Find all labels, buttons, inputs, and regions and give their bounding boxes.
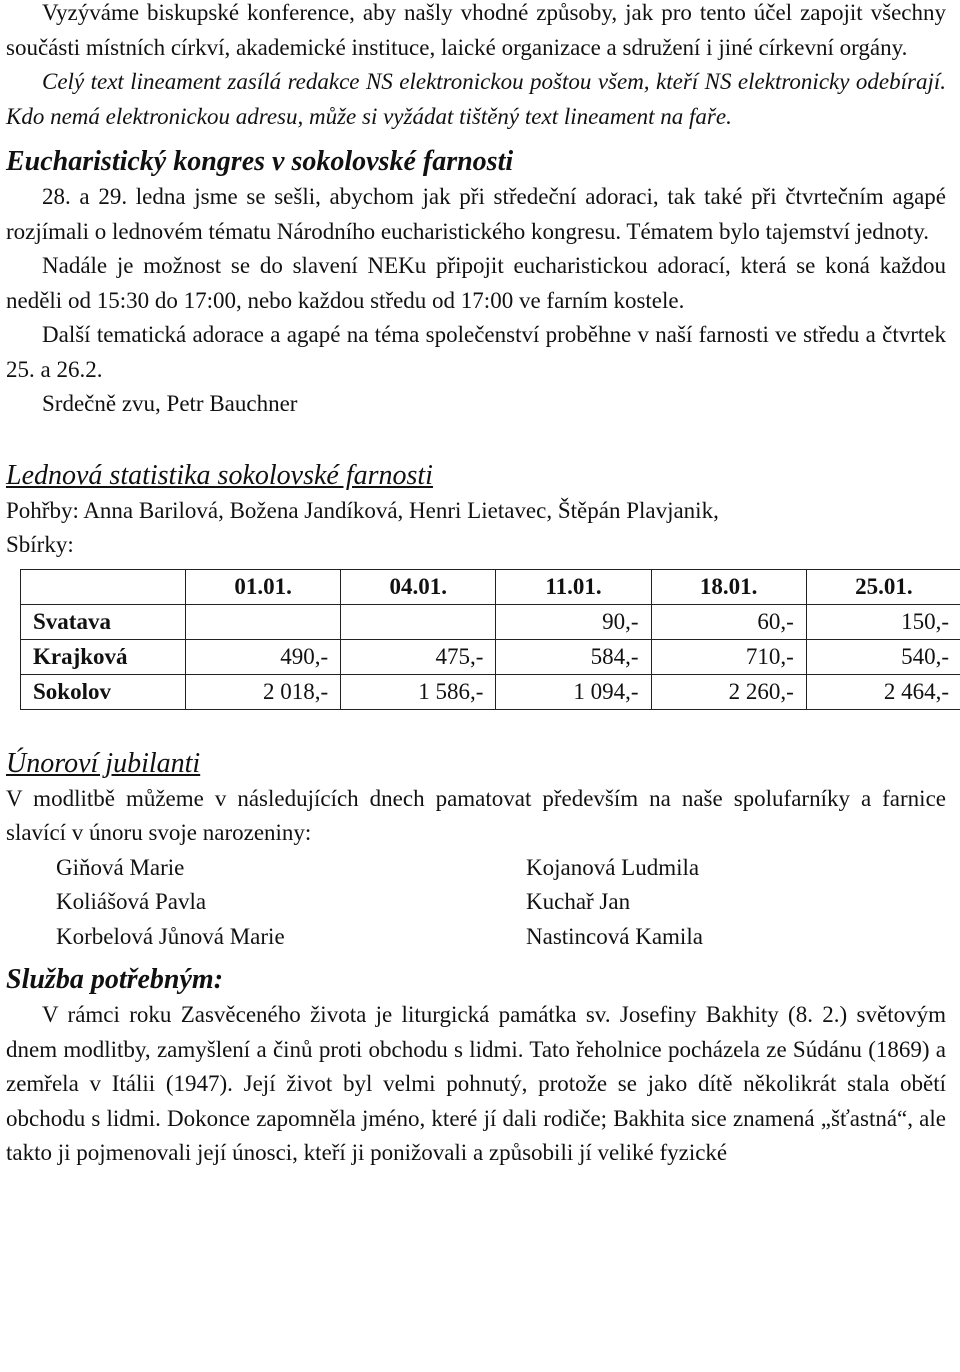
table-header-cell: 18.01. xyxy=(651,569,806,604)
table-cell: 490,- xyxy=(186,639,341,674)
table-cell: 60,- xyxy=(651,604,806,639)
table-cell: 90,- xyxy=(496,604,651,639)
table-cell: 2 260,- xyxy=(651,674,806,709)
table-header-cell: 25.01. xyxy=(806,569,960,604)
service-paragraph: V rámci roku Zasvěceného života je liturgická památka sv. Josefiny Bakhity (8. 2.) světovým dnem modlitby, zamyšlení a činů proti obchodu s lidmi. Tato řeholnice pocházela ze Súdánu (1869) a zemřela v Itálii (1947). Její život byl velmi pohnutý, protože se jako dítě několikrát stala obětí obchodu s lidmi. Dokonce zapomněla jméno, které jí dali rodiče; Bakhita sice znamená „šťastná“, ale takto ji pojmenovali její únosci, kteří ji ponižovali a způsobili jí veliké fyzické xyxy=(6,1002,946,1165)
collections-label: Sbírky: xyxy=(6,532,74,557)
lineament-note: Celý text lineament zasílá redakce NS elektronickou poštou všem, kteří NS elektronicky odebírají. Kdo nemá elektronickou adresu, může si vyžádat tištěný text lineament na faře. xyxy=(6,69,946,129)
table-row xyxy=(21,604,960,639)
table-cell: 1 586,- xyxy=(341,674,496,709)
list-item: Kojanová Ludmila xyxy=(526,854,700,880)
table-cell: 2 018,- xyxy=(186,674,341,709)
table-header-cell: 11.01. xyxy=(496,569,651,604)
jubilants-paragraph: V modlitbě můžeme v následujících dnech pamatovat především na naše spolufarníky a farnice slavící v únoru svoje narozeniny: xyxy=(6,785,946,845)
table-header-cell: 01.01. xyxy=(186,569,341,604)
list-item: Kuchař Jan xyxy=(526,889,631,914)
list-item: Giňová Marie xyxy=(56,854,185,880)
intro-paragraph: Vyzýváme biskupské konference, aby našly vhodné způsoby, jak pro tento účel zapojit všechny součásti místních církví, akademické instituce, laické organizace a sdružení i jiné církevní orgány. xyxy=(6,0,946,60)
list-item: Koliášová Pavla xyxy=(56,889,207,914)
table-cell: 710,- xyxy=(651,639,806,674)
table-row xyxy=(21,674,960,709)
table-cell xyxy=(186,604,341,639)
table-cell: 2 464,- xyxy=(806,674,960,709)
table-cell: 475,- xyxy=(341,639,496,674)
list-item: Nastincová Kamila xyxy=(526,923,703,949)
table-row xyxy=(21,639,960,674)
table-header-row xyxy=(21,569,960,604)
table-header-cell: 04.01. xyxy=(341,569,496,604)
table-header-cell xyxy=(21,569,186,604)
service-heading: Služba potřebným: xyxy=(6,964,224,995)
collections-table xyxy=(20,569,960,710)
congress-heading: Eucharistický kongres v sokolovské farnosti xyxy=(6,146,514,177)
jubilants-heading: Únoroví jubilanti xyxy=(6,747,201,779)
jubilants-list xyxy=(56,851,946,955)
congress-paragraph-1: 28. a 29. ledna jsme se sešli, abychom jak při středeční adoraci, tak také při čtvrtečním agapé rozjímali o lednovém tématu Národního eucharistického kongresu. Tématem bylo tajemství jednoty. xyxy=(6,184,946,244)
congress-paragraph-3: Další tematická adorace a agapé na téma společenství proběhne v naší farnosti ve středu a čtvrtek 25. a 26.2. xyxy=(6,322,946,382)
congress-signature: Srdečně zvu, Petr Bauchner xyxy=(42,391,298,416)
stats-heading: Lednová statistika sokolovské farnosti xyxy=(6,459,433,491)
row-label: Krajková xyxy=(21,639,186,674)
congress-paragraph-2: Nadále je možnost se do slavení NEKu připojit eucharistickou adorací, která se koná každou neděli od 15:30 do 17:00, nebo každou středu od 17:00 ve farním kostele. xyxy=(6,253,946,313)
row-label: Svatava xyxy=(21,604,186,639)
table-cell: 150,- xyxy=(806,604,960,639)
table-cell: 1 094,- xyxy=(496,674,651,709)
burials-line: Pohřby: Anna Barilová, Božena Jandíková, Henri Lietavec, Štěpán Plavjanik, xyxy=(6,497,719,523)
table-cell xyxy=(341,604,496,639)
table-cell: 540,- xyxy=(806,639,960,674)
row-label: Sokolov xyxy=(21,674,186,709)
table-cell: 584,- xyxy=(496,639,651,674)
list-item: Korbelová Jůnová Marie xyxy=(56,923,285,949)
